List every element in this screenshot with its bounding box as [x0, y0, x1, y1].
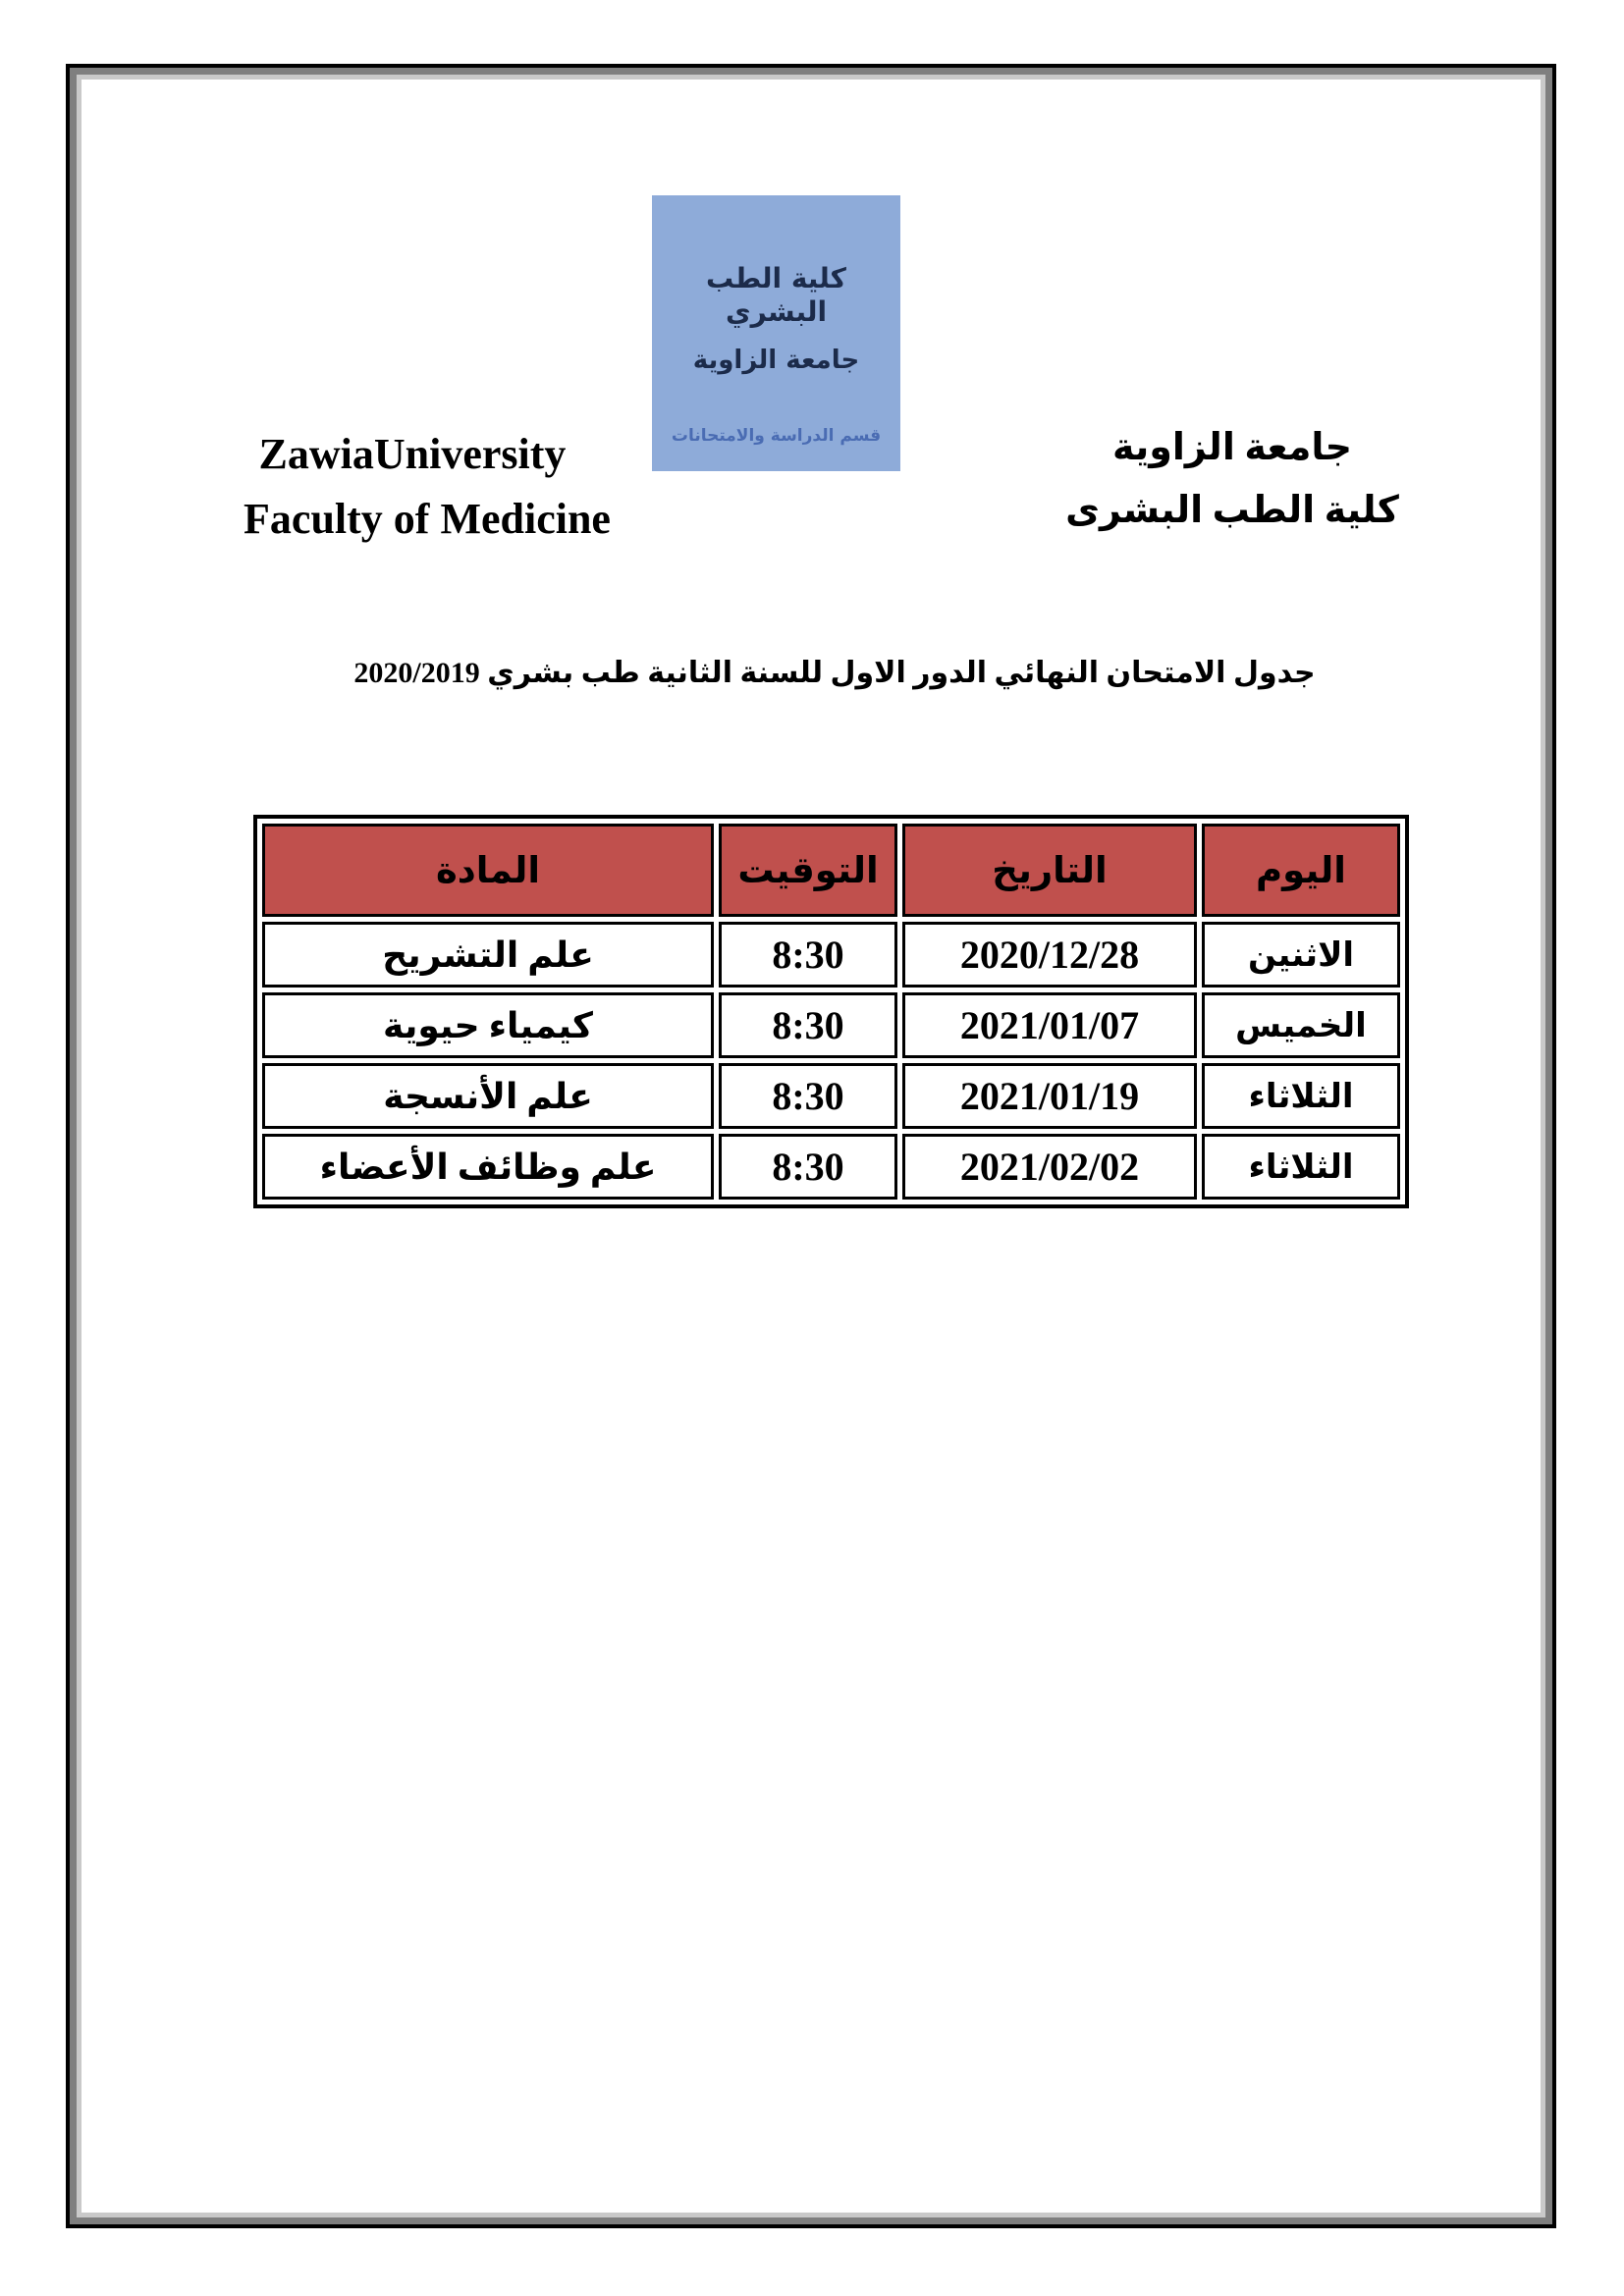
logo-faculty-name: كلية الطب البشري — [706, 262, 846, 328]
table-row — [262, 992, 1400, 1058]
subject-cell: علم الأنسجة — [262, 1063, 714, 1129]
time-cell: 8:30 — [719, 1134, 897, 1200]
faculty-logo — [652, 195, 900, 471]
subject-cell: علم التشريح — [262, 922, 714, 988]
university-name-english: ZawiaUniversity — [258, 430, 567, 478]
table-row — [262, 1134, 1400, 1200]
date-cell: 2021/01/19 — [902, 1063, 1197, 1129]
time-cell: 8:30 — [719, 992, 897, 1058]
column-header-subject: المادة — [262, 824, 714, 917]
day-cell: الاثنين — [1202, 922, 1400, 988]
column-header-day: اليوم — [1202, 824, 1400, 917]
faculty-name-arabic: كلية الطب البشرى — [1065, 490, 1399, 531]
day-cell: الثلاثاء — [1202, 1063, 1400, 1129]
day-cell: الثلاثاء — [1202, 1134, 1400, 1200]
university-name-arabic: جامعة الزاوية — [1111, 427, 1353, 468]
date-cell: 2020/12/28 — [902, 922, 1197, 988]
logo-department-name: قسم الدراسة والامتحانات — [671, 426, 882, 446]
arabic-letterhead — [1051, 416, 1414, 542]
table-header-row — [262, 824, 1400, 917]
subject-cell: كيمياء حيوية — [262, 992, 714, 1058]
day-cell: الخميس — [1202, 992, 1400, 1058]
exam-schedule-title: جدول الامتحان النهائي الدور الاول للسنة الثانية طب بشري 2020/2019 — [353, 657, 1316, 689]
time-cell: 8:30 — [719, 922, 897, 988]
table-row — [262, 922, 1400, 988]
exam-schedule-table — [253, 815, 1409, 1208]
subject-cell: علم وظائف الأعضاء — [262, 1134, 714, 1200]
column-header-date: التاريخ — [902, 824, 1197, 917]
table-row — [262, 1063, 1400, 1129]
column-header-time: التوقيت — [719, 824, 897, 917]
faculty-name-english: Faculty of Medicine — [244, 495, 611, 543]
date-cell: 2021/01/07 — [902, 992, 1197, 1058]
english-letterhead — [157, 422, 668, 552]
date-cell: 2021/02/02 — [902, 1134, 1197, 1200]
time-cell: 8:30 — [719, 1063, 897, 1129]
logo-university-name: جامعة الزاوية — [692, 346, 860, 375]
